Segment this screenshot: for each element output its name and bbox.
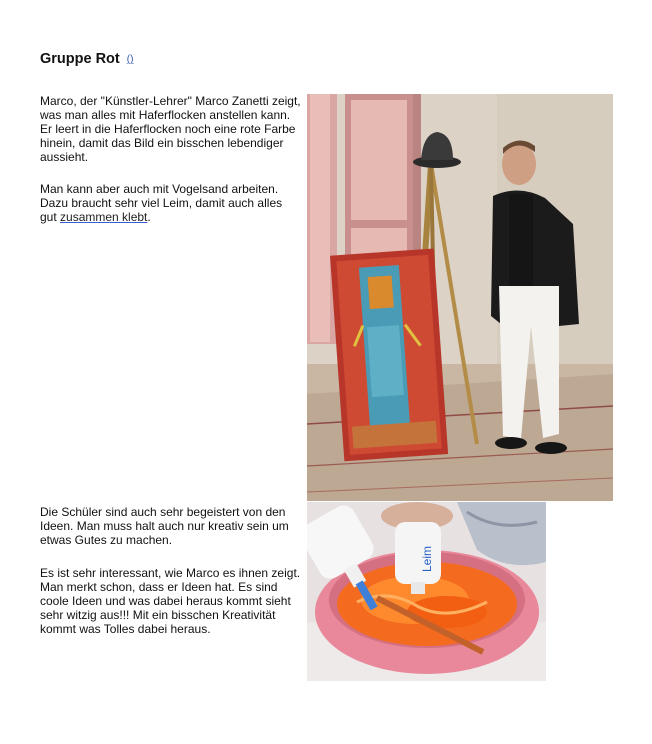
paragraph-text: Man kann aber auch mit Vogelsand arbeiten. Dazu braucht sehr viel Leim, damit auch alles gut — [40, 182, 283, 224]
paragraph-text-end: . — [147, 210, 151, 224]
bowl-photo — [307, 502, 546, 681]
page-title — [40, 51, 133, 67]
teacher-photo — [307, 94, 613, 501]
paragraph-intro: Marco, der "Künstler-Lehrer" Marco Zanetti zeigt, was man alles mit Haferflocken anstellen kann. Er leert in die Haferflocken noch eine rote Farbe hinein, damit das Bild ein bisschen lebendiger aussieht. — [40, 94, 301, 164]
paragraph-vogelsand — [40, 182, 302, 224]
heading-anchor-link[interactable]: () — [126, 54, 134, 65]
title-text: Gruppe Rot — [40, 51, 120, 67]
paragraph-students: Die Schüler sind auch sehr begeistert von den Ideen. Man muss halt auch nur kreativ sein um etwas Gutes zu machen. — [40, 505, 289, 547]
glue-bottle-label: Leim — [420, 545, 434, 572]
paragraph-marco: Es ist sehr interessant, wie Marco es ihnen zeigt. Man merkt schon, dass er Ideen hat. Es sind coole Ideen und was dabei heraus kommt sieht sehr witzig aus!!! Mit ein bisschen Kreativität kommt was Tolles dabei heraus. — [40, 566, 301, 636]
teacher-photo-illustration — [307, 94, 613, 501]
zusammen-klebt-link[interactable]: zusammen klebt — [60, 210, 148, 224]
bowl-photo-illustration — [307, 502, 546, 681]
